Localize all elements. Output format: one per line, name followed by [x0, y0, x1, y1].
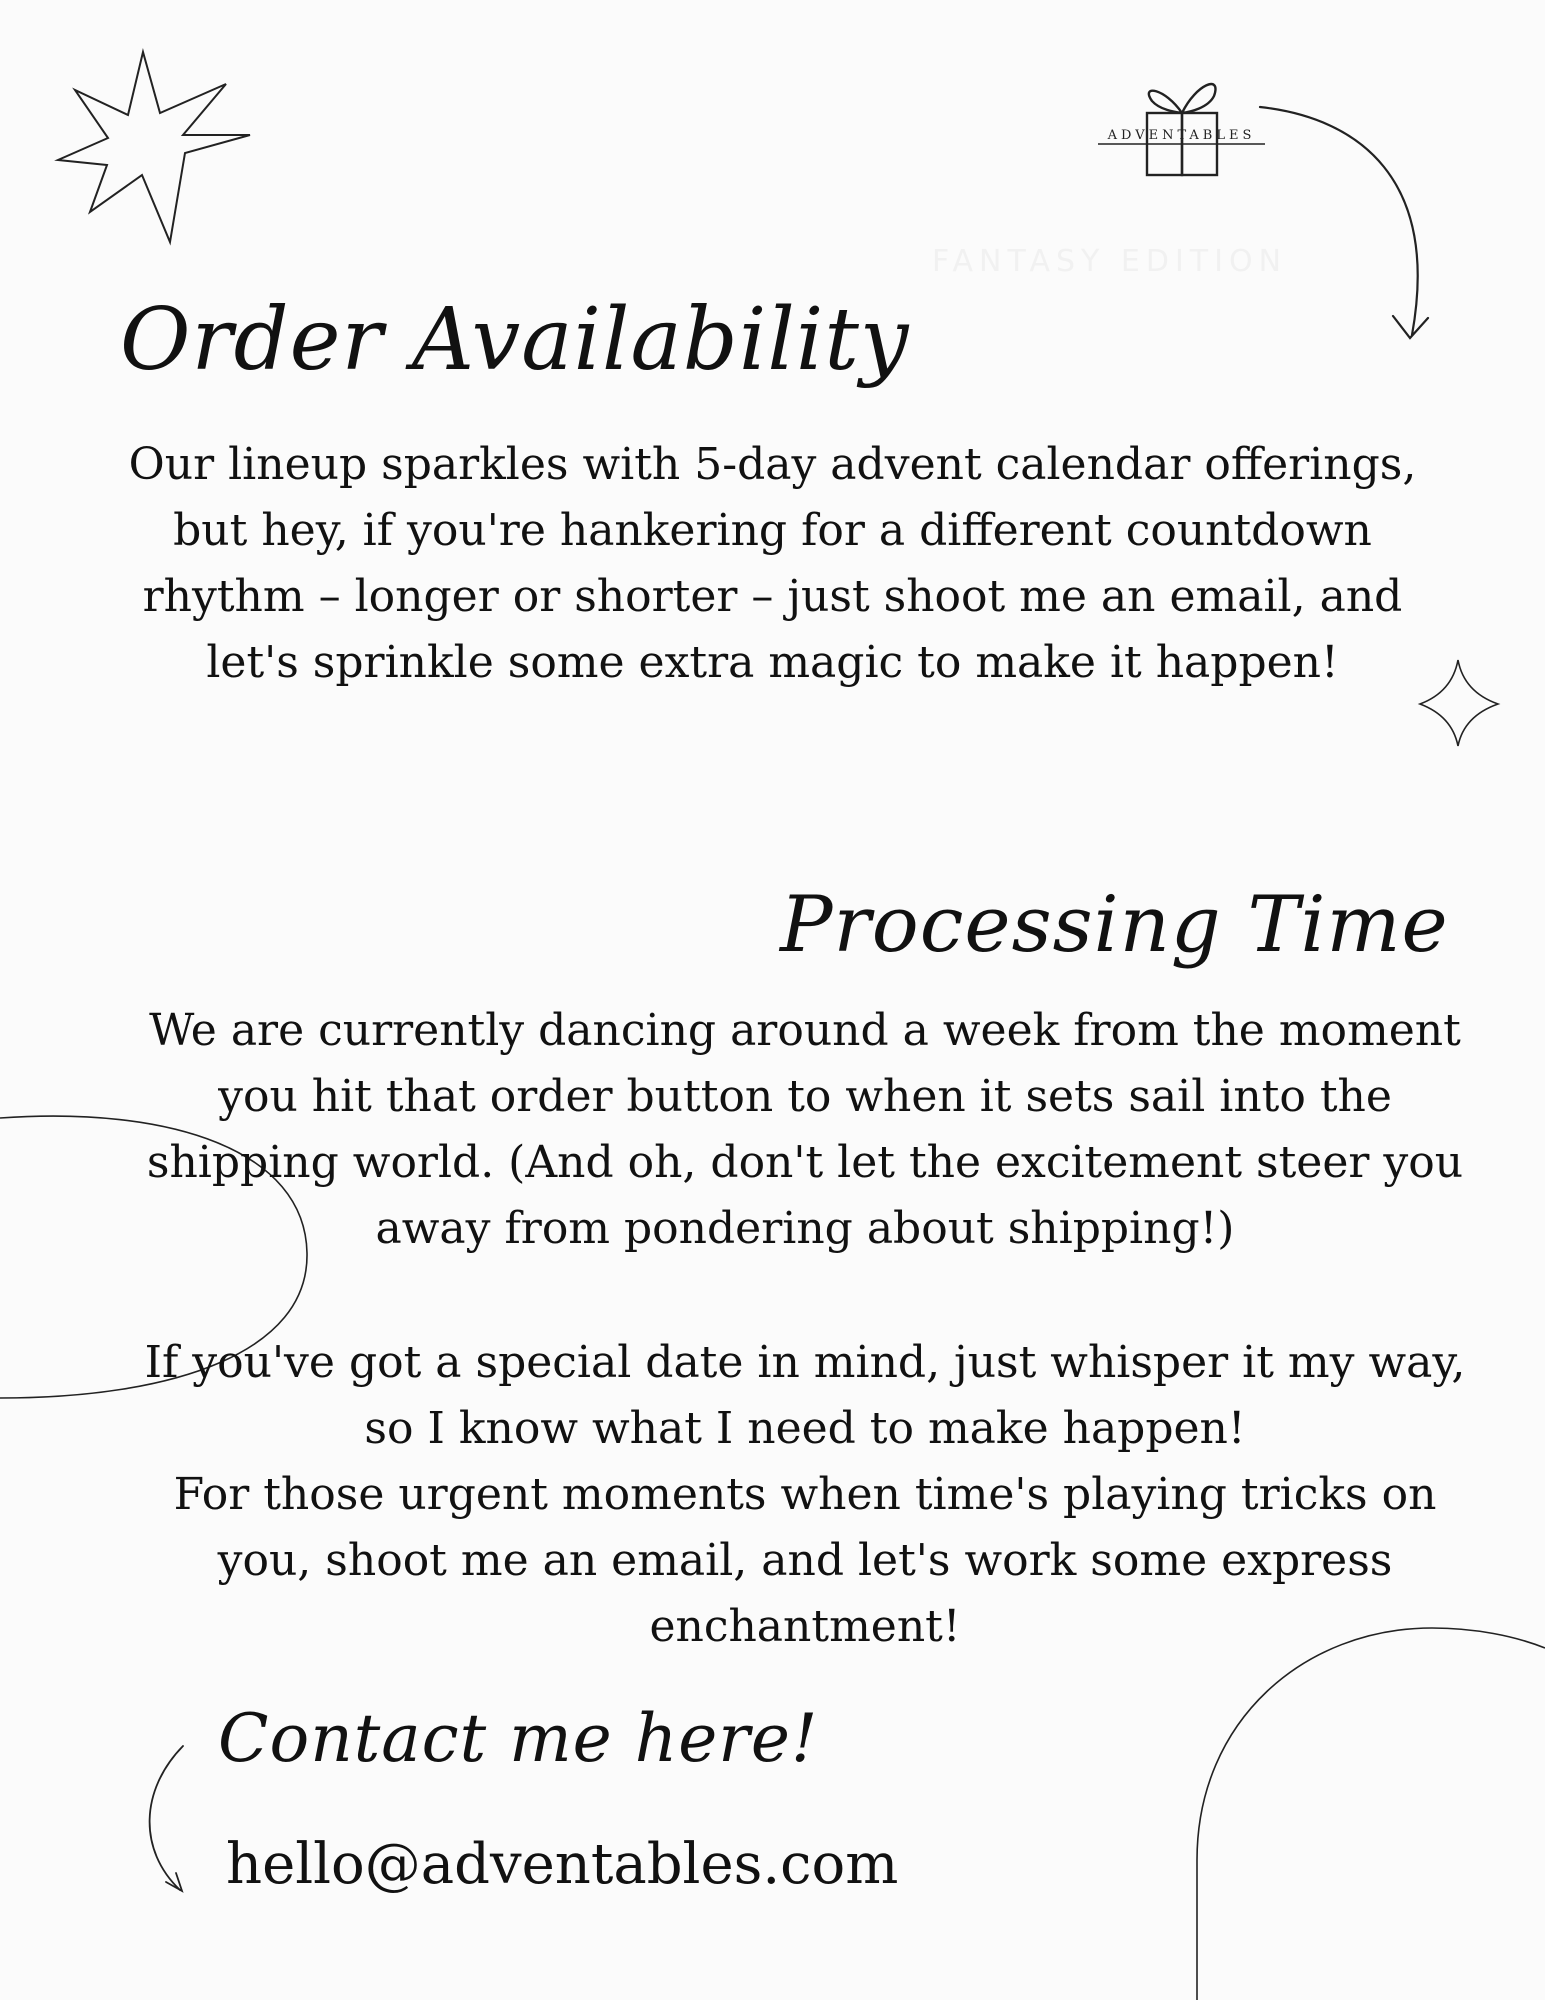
processing-time-line: away from pondering about shipping!)	[375, 1203, 1235, 1254]
order-availability-line: rhythm – longer or shorter – just shoot me an email, and	[142, 571, 1403, 622]
curved-arrow-icon	[1260, 107, 1428, 338]
processing-time-line: shipping world. (And oh, don't let the excitement steer you	[146, 1137, 1464, 1188]
star-burst-icon	[58, 52, 250, 242]
contact-label: Contact me here!	[218, 1700, 819, 1777]
small-arrow-icon	[150, 1746, 183, 1891]
processing-time-paragraph-2	[80, 1330, 1530, 1660]
processing-time-paragraph-1	[80, 998, 1530, 1262]
brand-name: ADVENTABLES	[1107, 128, 1256, 143]
processing-time-line: enchantment!	[649, 1601, 961, 1652]
processing-time-line: If you've got a special date in mind, just whisper it my way,	[144, 1337, 1466, 1388]
processing-time-line: you hit that order button to when it sets sail into the	[218, 1071, 1392, 1122]
processing-time-heading: Processing Time	[780, 880, 1449, 970]
order-availability-heading: Order Availability	[120, 290, 910, 390]
processing-time-line: you, shoot me an email, and let's work some express	[217, 1535, 1393, 1586]
processing-time-line: so I know what I need to make happen!	[364, 1403, 1246, 1454]
processing-time-line: For those urgent moments when time's playing tricks on	[173, 1469, 1437, 1520]
order-availability-line: Our lineup sparkles with 5-day advent calendar offerings,	[128, 439, 1417, 490]
order-availability-line: let's sprinkle some extra magic to make it happen!	[206, 637, 1339, 688]
edition-label: FANTASY EDITION	[932, 244, 1288, 279]
contact-email-link[interactable]: hello@adventables.com	[226, 1832, 899, 1897]
order-availability-text	[80, 432, 1465, 696]
processing-time-line: We are currently dancing around a week from the moment	[149, 1005, 1461, 1056]
arch-frame	[1197, 1628, 1545, 2000]
brand-logo	[1098, 124, 1265, 143]
order-availability-line: but hey, if you're hankering for a different countdown	[173, 505, 1372, 556]
